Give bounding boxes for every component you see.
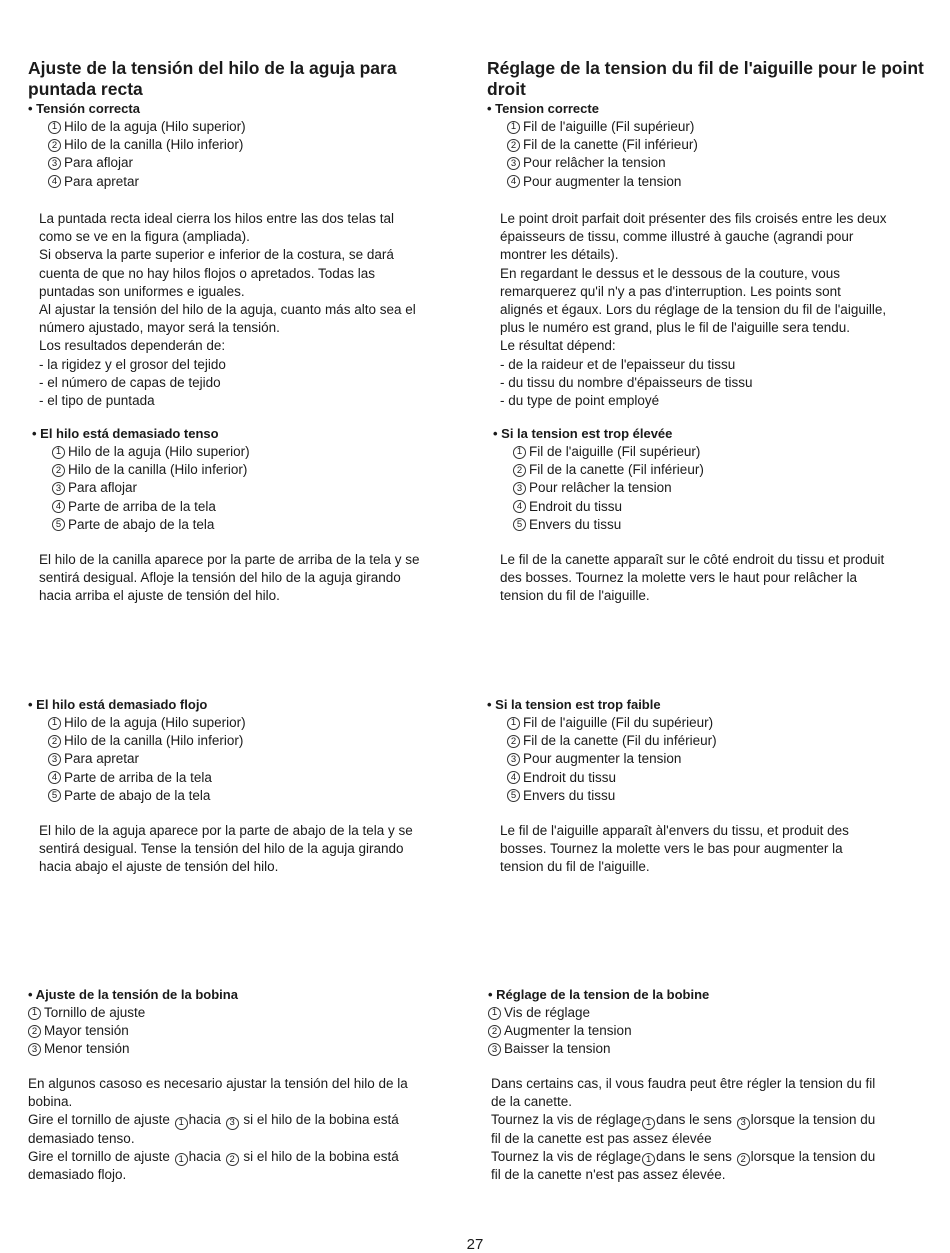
marker-2: 2 (488, 1025, 501, 1038)
es-s3-list (28, 714, 246, 805)
text-line: Le résultat dépend: (500, 338, 616, 354)
fr-s2-list (493, 443, 704, 534)
text-span: Tournez la vis de réglage (491, 1112, 642, 1128)
text-line: - el número de capas de tejido (39, 374, 221, 390)
list-item (487, 750, 717, 768)
list-item (487, 732, 717, 750)
text-line (491, 1111, 936, 1129)
fr-s2-heading: • Si la tension est trop élevée (493, 426, 673, 441)
list-item-text: Envers du tissu (523, 787, 616, 803)
marker-3: 3 (737, 1117, 750, 1130)
list-item (28, 154, 246, 172)
marker-5: 5 (513, 518, 526, 531)
page-number: 27 (466, 1236, 484, 1253)
text-line: sentirá desigual. Afloje la tensión del hilo de la aguja girando (39, 570, 401, 586)
es-s4-paragraph (28, 1075, 468, 1184)
list-item (493, 498, 704, 516)
list-item-text: Endroit du tissu (523, 769, 617, 785)
marker-1: 1 (642, 1117, 655, 1130)
marker-3: 3 (488, 1043, 501, 1056)
list-item (28, 173, 246, 191)
list-item (487, 769, 717, 787)
text-line: alignés et égaux. Lors du réglage de la tension du fil de l'aiguille, (500, 302, 887, 318)
list-item-text: Fil de l'aiguille (Fil supérieur) (523, 119, 695, 134)
text-span: Gire el tornillo de ajuste (28, 1148, 170, 1164)
marker-3: 3 (48, 157, 61, 170)
text-line: En algunos casoso es necesario ajustar la tensión del hilo de la (28, 1076, 408, 1091)
marker-3: 3 (48, 753, 61, 766)
marker-1: 1 (642, 1153, 655, 1166)
es-s1-paragraph (28, 210, 479, 410)
marker-1: 1 (513, 446, 526, 459)
text-line (491, 1148, 936, 1166)
text-line: fil de la canette est pas assez élevée (491, 1130, 712, 1146)
list-item (493, 461, 704, 479)
marker-2: 2 (48, 139, 61, 152)
list-item-text: Envers du tissu (529, 516, 622, 532)
text-line: El hilo de la aguja aparece por la parte de abajo de la tela y se (39, 823, 413, 838)
list-item-text: Vis de réglage (504, 1005, 591, 1020)
text-span: Gire el tornillo de ajuste (28, 1112, 170, 1128)
list-item (32, 516, 250, 534)
marker-4: 4 (507, 771, 520, 784)
text-line: sentirá desigual. Tense la tensión del hilo de la aguja girando (39, 841, 404, 857)
text-line: - la rigidez y el grosor del tejido (39, 356, 226, 372)
list-item (28, 1040, 238, 1058)
text-line: Los resultados dependerán de: (39, 338, 226, 354)
list-item (28, 118, 246, 136)
list-item-text: Pour relâcher la tension (529, 480, 672, 496)
text-line: cuenta de que no hay hilos flojos o apretados. Todas las (39, 265, 375, 281)
text-span: Tournez la vis de réglage (491, 1148, 642, 1164)
list-item (487, 714, 717, 732)
fr-s4-heading: • Réglage de la tension de la bobine (488, 987, 710, 1002)
marker-4: 4 (48, 771, 61, 784)
text-line: bobina. (28, 1094, 73, 1110)
marker-2: 2 (507, 735, 520, 748)
text-line: - el tipo de puntada (39, 393, 155, 409)
fr-s4-paragraph (491, 1075, 936, 1184)
fr-s3-heading: • Si la tension est trop faible (487, 697, 661, 712)
text-line: Le fil de l'aiguille apparaît àl'envers du tissu, et produit des (500, 823, 849, 838)
marker-2: 2 (737, 1153, 750, 1166)
marker-3: 3 (226, 1117, 239, 1130)
list-item-text: Fil de l'aiguille (Fil du supérieur) (523, 715, 714, 730)
text-line: como se ve en la figura (ampliada). (39, 229, 250, 245)
text-line: Dans certains cas, il vous faudra peut être régler la tension du fil (491, 1076, 876, 1091)
list-item (487, 118, 698, 136)
fr-bobbin-tension (488, 986, 709, 1059)
list-item-text: Hilo de la aguja (Hilo superior) (68, 444, 250, 459)
list-item (28, 1022, 238, 1040)
list-item (493, 516, 704, 534)
list-item (493, 479, 704, 497)
marker-1: 1 (175, 1153, 188, 1166)
fr-s1-paragraph (500, 210, 945, 410)
list-item (32, 461, 250, 479)
text-span: lorsque la tension du (750, 1148, 876, 1164)
list-item-text: Para aflojar (64, 155, 134, 171)
list-item-text: Pour relâcher la tension (523, 155, 666, 171)
list-item (28, 1004, 238, 1022)
fr-s4-list (488, 1004, 709, 1059)
marker-1: 1 (48, 121, 61, 134)
marker-4: 4 (52, 500, 65, 513)
list-item (487, 173, 698, 191)
list-item-text: Augmenter la tension (504, 1023, 632, 1039)
list-item-text: Fil de la canette (Fil inférieur) (523, 137, 698, 153)
text-line: hacia abajo el ajuste de tensión del hilo. (39, 859, 279, 875)
text-span: lorsque la tension du (750, 1112, 876, 1128)
list-item (28, 750, 246, 768)
fr-correct-tension (487, 100, 698, 191)
text-line: Al ajustar la tensión del hilo de la aguja, cuanto más alto sea el (39, 302, 416, 318)
text-line: - du type de point employé (500, 393, 660, 409)
marker-2: 2 (507, 139, 520, 152)
marker-2: 2 (28, 1025, 41, 1038)
marker-1: 1 (507, 717, 520, 730)
marker-4: 4 (513, 500, 526, 513)
text-line: tension du fil de l'aiguille. (500, 588, 650, 604)
section-title-fr: Réglage de la tension du fil de l'aiguille pour le point droit (487, 58, 924, 99)
text-line: bosses. Tournez la molette vers le bas pour augmenter la (500, 841, 843, 857)
list-item (493, 443, 704, 461)
es-s3-heading: • El hilo está demasiado flojo (28, 697, 208, 712)
marker-1: 1 (488, 1007, 501, 1020)
text-line: épaisseurs de tissu, comme illustré à gauche (agrandi pour (500, 229, 854, 245)
list-item-text: Mayor tensión (44, 1023, 129, 1039)
list-item-text: Para apretar (64, 173, 140, 189)
list-item-text: Parte de arriba de la tela (64, 769, 212, 785)
text-line: tension du fil de l'aiguille. (500, 859, 650, 875)
list-item-text: Para aflojar (68, 480, 138, 496)
list-item (28, 732, 246, 750)
list-item (28, 714, 246, 732)
list-item (32, 443, 250, 461)
marker-5: 5 (48, 789, 61, 802)
text-line: hacia arriba el ajuste de tensión del hilo. (39, 588, 280, 604)
text-line: des bosses. Tournez la molette vers le haut pour relâcher la (500, 570, 857, 586)
marker-1: 1 (507, 121, 520, 134)
list-item-text: Pour augmenter la tension (523, 173, 682, 189)
list-item (28, 769, 246, 787)
marker-1: 1 (52, 446, 65, 459)
list-item (32, 498, 250, 516)
marker-2: 2 (513, 464, 526, 477)
es-s2-list (32, 443, 250, 534)
fr-s1-heading: • Tension correcte (487, 101, 599, 116)
text-line: puntadas son uniformes e iguales. (39, 283, 245, 299)
text-line: montrer les détails). (500, 247, 619, 263)
marker-1: 1 (28, 1007, 41, 1020)
fr-s1-list (487, 118, 698, 191)
text-line: Si observa la parte superior e inferior de la costura, se dará (39, 247, 394, 263)
text-line: El hilo de la canilla aparece por la parte de arriba de la tela y se (39, 552, 420, 567)
text-line: de la canette. (491, 1094, 573, 1110)
marker-3: 3 (513, 482, 526, 495)
list-item (488, 1040, 709, 1058)
list-item-text: Parte de abajo de la tela (64, 787, 211, 803)
fr-s3-paragraph (500, 822, 940, 877)
text-line: En regardant le dessus et le dessous de la couture, vous (500, 265, 840, 281)
es-s1-heading: • Tensión correcta (28, 101, 140, 116)
list-item-text: Hilo de la canilla (Hilo inferior) (64, 137, 244, 153)
text-line: demasiado flojo. (28, 1167, 127, 1183)
list-item (28, 136, 246, 154)
es-s2-heading: • El hilo está demasiado tenso (32, 426, 219, 441)
list-item-text: Fil de la canette (Fil du inférieur) (523, 733, 717, 749)
marker-5: 5 (507, 789, 520, 802)
list-item-text: Hilo de la canilla (Hilo inferior) (64, 733, 244, 749)
text-line: plus le numéro est grand, plus le fil de l'aiguille sera tendu. (500, 320, 851, 336)
marker-3: 3 (507, 753, 520, 766)
list-item (32, 479, 250, 497)
es-s4-list (28, 1004, 238, 1059)
list-item (28, 787, 246, 805)
es-too-tight (32, 425, 250, 534)
text-line: - de la raideur et de l'epaisseur du tissu (500, 356, 736, 372)
es-correct-tension (28, 100, 246, 191)
marker-2: 2 (52, 464, 65, 477)
text-span: si el hilo de la bobina está (243, 1112, 399, 1128)
es-bobbin-tension (28, 986, 238, 1059)
list-item-text: Hilo de la canilla (Hilo inferior) (68, 462, 248, 478)
list-item-text: Fil de la canette (Fil inférieur) (529, 462, 704, 478)
list-item (487, 787, 717, 805)
marker-3: 3 (52, 482, 65, 495)
list-item (488, 1004, 709, 1022)
list-item-text: Fil de l'aiguille (Fil supérieur) (529, 444, 701, 459)
text-line: remarquerez qu'il n'y a pas d'interruption. Les points sont (500, 283, 841, 299)
list-item (487, 154, 698, 172)
list-item-text: Para apretar (64, 751, 140, 767)
list-item-text: Tornillo de ajuste (44, 1005, 146, 1020)
text-line: demasiado tenso. (28, 1130, 135, 1146)
list-item-text: Parte de arriba de la tela (68, 498, 216, 514)
text-line: número ajustado, mayor será la tensión. (39, 320, 280, 336)
marker-1: 1 (48, 717, 61, 730)
text-line: fil de la canette n'est pas assez élevée. (491, 1167, 726, 1183)
fr-s2-paragraph (500, 551, 940, 606)
list-item-text: Hilo de la aguja (Hilo superior) (64, 715, 246, 730)
es-s1-list (28, 118, 246, 191)
marker-4: 4 (507, 175, 520, 188)
fr-too-high (493, 425, 704, 534)
text-span: hacia (188, 1112, 221, 1128)
text-span: hacia (188, 1148, 221, 1164)
text-span: dans le sens (656, 1148, 732, 1164)
list-item-text: Pour augmenter la tension (523, 751, 682, 767)
marker-1: 1 (175, 1117, 188, 1130)
marker-5: 5 (52, 518, 65, 531)
es-s4-heading: • Ajuste de la tensión de la bobina (28, 987, 238, 1002)
list-item-text: Parte de abajo de la tela (68, 516, 215, 532)
text-line: - du tissu du nombre d'épaisseurs de tissu (500, 374, 753, 390)
es-too-loose (28, 696, 246, 805)
text-span: dans le sens (656, 1112, 732, 1128)
list-item-text: Hilo de la aguja (Hilo superior) (64, 119, 246, 134)
marker-3: 3 (28, 1043, 41, 1056)
text-line (28, 1111, 468, 1129)
es-s3-paragraph (28, 822, 479, 877)
text-span: si el hilo de la bobina está (243, 1148, 399, 1164)
marker-3: 3 (507, 157, 520, 170)
list-item-text: Menor tensión (44, 1041, 130, 1057)
marker-2: 2 (226, 1153, 239, 1166)
list-item (488, 1022, 709, 1040)
section-title-es: Ajuste de la tensión del hilo de la aguja para puntada recta (28, 58, 397, 99)
text-line: La puntada recta ideal cierra los hilos entre las dos telas tal (39, 211, 394, 226)
list-item-text: Endroit du tissu (529, 498, 623, 514)
text-line: Le fil de la canette apparaît sur le côté endroit du tissu et produit (500, 552, 885, 567)
text-line: Le point droit parfait doit présenter des fils croisés entre les deux (500, 211, 887, 226)
es-s2-paragraph (28, 551, 479, 606)
list-item-text: Baisser la tension (504, 1041, 611, 1057)
marker-2: 2 (48, 735, 61, 748)
text-line (28, 1148, 468, 1166)
fr-too-low (487, 696, 717, 805)
fr-s3-list (487, 714, 717, 805)
list-item (487, 136, 698, 154)
marker-4: 4 (48, 175, 61, 188)
